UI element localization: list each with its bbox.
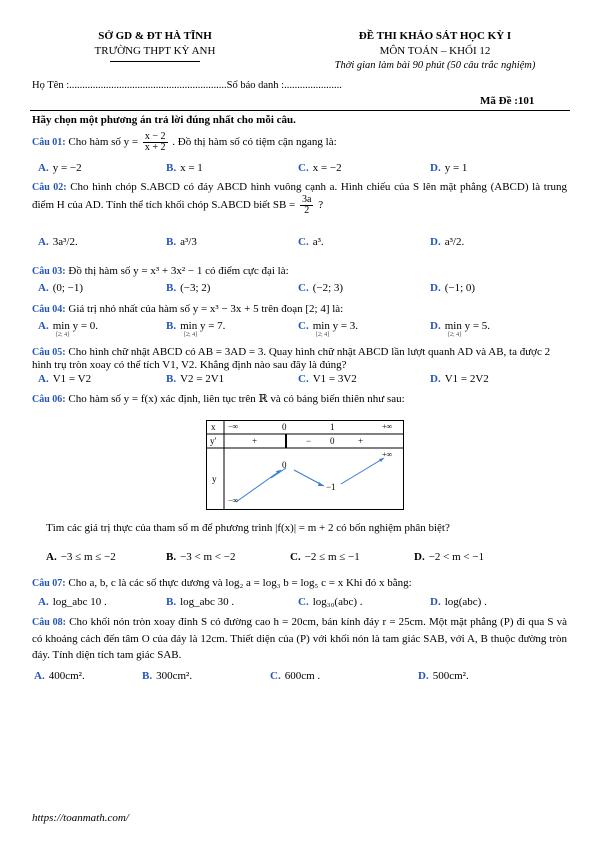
question-text: Cho a, b, c là các số thực dương và log₂ a = log₃ b = log₅ c = x Khi đó x bằng: <box>68 577 412 589</box>
option-b[interactable]: B. min y = 7. <box>166 320 226 332</box>
header-divider <box>30 110 570 111</box>
option-d[interactable]: D. −2 < m < −1 <box>414 551 485 563</box>
option-b[interactable]: B. −3 < m < −2 <box>166 551 236 563</box>
question-text: Cho hàm số y = <box>68 136 139 149</box>
question-6-prompt: Tìm các giá trị thực của tham số m để phương trình |f(x)| = m + 2 có bốn nghiệm phân biệt? <box>46 522 450 534</box>
table-y-value: +∞ <box>382 450 393 459</box>
question-label: Câu 01: <box>32 137 66 149</box>
table-y-value: 0 <box>282 460 287 470</box>
question-5 <box>32 346 567 372</box>
question-label: Câu 07: <box>32 578 66 589</box>
header-rule <box>110 61 200 62</box>
exam-code: Mã Đề :101 <box>480 95 535 107</box>
question-label: Câu 05: <box>32 347 66 358</box>
question-label: Câu 06: <box>32 394 66 405</box>
options-7 <box>32 596 572 610</box>
question-text: Cho hình chữ nhật ABCD có AB = 3AD = 3. Quay hình chữ nhật ABCD lần lượt quanh AD và AB, ta được 2 hình trụ tròn xoay có thể tích V1, V2. Khẳng định nào sau đây là đúng? <box>32 346 551 371</box>
option-c[interactable]: C. min y = 3. <box>298 320 359 332</box>
question-label: Câu 08: <box>32 617 66 628</box>
options-4 <box>32 320 572 344</box>
min-subscript: [2; 4] <box>448 332 462 338</box>
table-y-value: −∞ <box>228 496 239 505</box>
table-y-value: −1 <box>326 482 336 492</box>
min-subscript: [2; 4] <box>316 332 330 338</box>
options-8 <box>32 670 572 684</box>
question-3 <box>32 264 567 279</box>
option-a[interactable]: A. −3 ≤ m ≤ −2 <box>46 551 116 563</box>
table-sign: + <box>252 436 258 446</box>
option-c[interactable]: C. a³. <box>298 236 324 248</box>
option-b[interactable]: B. 300cm². <box>142 670 193 682</box>
option-c[interactable]: C. log₃₀(abc) . <box>298 596 363 608</box>
min-subscript: [2; 4] <box>56 332 70 338</box>
footer-url[interactable]: https://toanmath.com/ <box>32 812 129 824</box>
min-subscript: [2; 4] <box>184 332 198 338</box>
option-d[interactable]: D. log(abc) . <box>430 596 487 608</box>
table-sign: + <box>358 436 364 446</box>
question-text: . Đồ thị hàm số có tiệm cận ngang là: <box>172 136 337 149</box>
question-8 <box>32 614 567 663</box>
options-5 <box>32 373 572 387</box>
instruction: Hãy chọn một phương án trả lời đúng nhất cho mỗi câu. <box>32 114 296 126</box>
option-d[interactable]: D. min y = 5. <box>430 320 491 332</box>
table-x-label: x <box>211 422 216 432</box>
option-a[interactable]: A. (0; −1) <box>38 282 84 294</box>
question-4 <box>32 302 567 317</box>
table-x-value: 0 <box>282 422 287 432</box>
question-label: Câu 03: <box>32 266 66 277</box>
option-d[interactable]: D. y = 1 <box>430 162 468 174</box>
option-d[interactable]: D. (−1; 0) <box>430 282 476 294</box>
question-text: Đồ thị hàm số y = x³ + 3x² − 1 có điểm cực đại là: <box>68 265 289 277</box>
option-d[interactable]: D. V1 = 2V2 <box>430 373 489 385</box>
option-c[interactable]: C. −2 ≤ m ≤ −1 <box>290 551 360 563</box>
options-1 <box>32 162 572 176</box>
options-2 <box>32 236 572 250</box>
table-x-value: +∞ <box>382 422 393 431</box>
table-y-label: y <box>212 474 217 484</box>
table-x-value: −∞ <box>228 422 239 431</box>
question-text: Cho hình chóp S.ABCD có đáy ABCD hình vuông cạnh a. Hình chiếu của S lên mặt phẳng (ABCD) là trung điểm H của AD. Tính thể tích khối chóp S.ABCD biết SB = <box>32 181 567 212</box>
exam-title: ĐỀ THI KHẢO SÁT HỌC KỲ I <box>358 30 512 42</box>
name-line: Họ Tên :............................................................Số báo danh :...................... <box>32 80 342 91</box>
option-d[interactable]: D. a³/2. <box>430 236 465 248</box>
subject-name: MÔN TOÁN – KHỐI 12 <box>379 45 491 57</box>
time-note: Thời gian làm bài 90 phút (50 câu trắc nghiệm) <box>334 60 536 71</box>
option-a[interactable]: A. 400cm². <box>34 670 85 682</box>
option-c[interactable]: C. x = −2 <box>298 162 342 174</box>
option-b[interactable]: B. a³/3 <box>166 236 197 248</box>
option-a[interactable]: A. log_abc 10 . <box>38 596 107 608</box>
option-c[interactable]: C. V1 = 3V2 <box>298 373 357 385</box>
option-a[interactable]: A. y = −2 <box>38 162 82 174</box>
question-1 <box>32 132 567 153</box>
option-b[interactable]: B. log_abc 30 . <box>166 596 235 608</box>
fraction: $\frac{x - 2}{x + 2}$ <box>144 131 166 153</box>
table-sign: 0 <box>330 436 335 446</box>
option-a[interactable]: A. min y = 0. <box>38 320 99 332</box>
option-b[interactable]: B. (−3; 2) <box>166 282 211 294</box>
question-2: Câu 02: Cho hình chóp S.ABCD có đáy ABCD hình vuông cạnh a. Hình chiếu của S lên mặt phẳng (ABCD) là trung điểm H của AD. Tính thể tích khối chóp S.ABCD biết SB = $\frac{3a}{2}$ ? <box>32 181 567 216</box>
options-6 <box>40 551 580 565</box>
option-d[interactable]: D. 500cm². <box>418 670 469 682</box>
question-text: Cho hàm số y = f(x) xác định, liên tục trên ℝ và có bảng biến thiên như sau: <box>68 393 405 405</box>
option-a[interactable]: A. V1 = V2 <box>38 373 92 385</box>
options-3 <box>32 282 572 296</box>
question-6 <box>32 392 567 407</box>
question-text: Giá trị nhỏ nhất của hàm số y = x³ − 3x + 5 trên đoạn [2; 4] là: <box>68 303 344 315</box>
option-a[interactable]: A. 3a³/2. <box>38 236 78 248</box>
option-c[interactable]: C. 600cm . <box>270 670 321 682</box>
option-b[interactable]: B. x = 1 <box>166 162 203 174</box>
option-b[interactable]: B. V2 = 2V1 <box>166 373 225 385</box>
question-label: Câu 04: <box>32 304 66 315</box>
question-text: Cho khối nón tròn xoay đỉnh S có đường cao h = 20cm, bán kính đáy r = 25cm. Một mặt phẳng (P) đi qua S và có khoảng cách đến tâm O của đáy là 12cm. Thiết diện của (P) với khối nón là tam giác SAB, với A, B thuộc đường tròn đáy. Tính diện tích tam giác SAB. <box>32 616 567 661</box>
school-name: TRƯỜNG THPT KỲ ANH <box>94 45 216 57</box>
table-sign: − <box>306 436 312 446</box>
option-c[interactable]: C. (−2; 3) <box>298 282 344 294</box>
fraction: $\frac{3a}{2}$ <box>302 194 312 216</box>
table-x-value: 1 <box>330 422 335 432</box>
question-label: Câu 02: <box>32 182 67 193</box>
department-name: SỞ GD & ĐT HÀ TĨNH <box>98 30 212 42</box>
variation-table <box>206 420 404 510</box>
table-yprime-label: y' <box>210 436 217 446</box>
question-7 <box>32 576 567 591</box>
